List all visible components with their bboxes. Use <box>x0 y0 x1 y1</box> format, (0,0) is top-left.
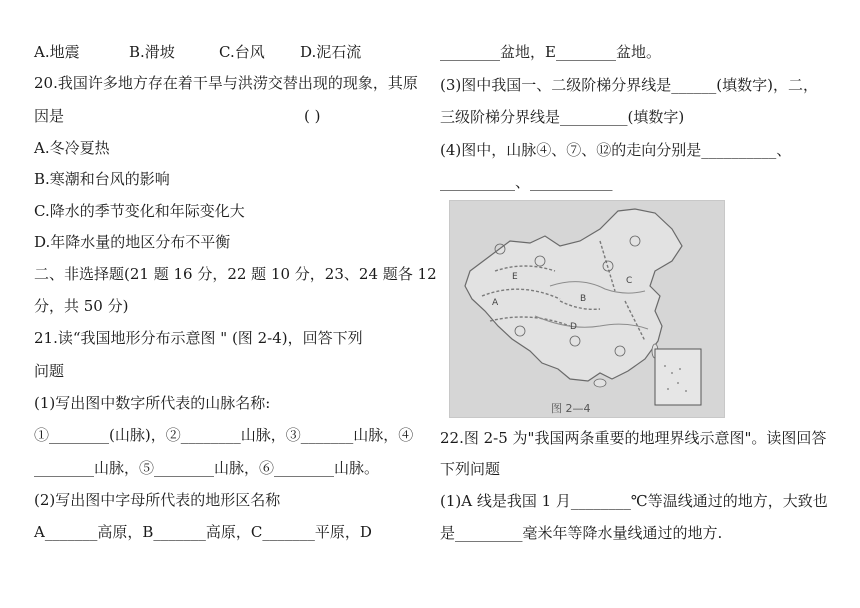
map-label-d: D <box>570 322 577 332</box>
section2-heading-1: 二、非选择题(21 题 16 分，22 题 10 分，23、24 题各 12 <box>34 265 437 283</box>
q21-part2-line1: A_______高原，B_______高原，C_______平原，D <box>34 523 372 541</box>
map-label-b: B <box>580 294 587 304</box>
q20-answer-paren: ( ) <box>304 107 321 125</box>
q19-option-d: D.泥石流 <box>300 43 362 61</box>
q19-option-b: B.滑坡 <box>129 43 175 61</box>
q19-option-a: A.地震 <box>34 43 80 61</box>
q21-part3-line1: (3)图中我国一、二级阶梯分界线是______(填数字)，二， <box>440 76 818 94</box>
china-map-drawing <box>450 201 725 418</box>
china-terrain-map-image <box>449 200 725 418</box>
q20-option-c: C.降水的季节变化和年际变化大 <box>34 202 245 220</box>
q22-stem-1: 22.图 2-5 为"我国两条重要的地理界线示意图"。读图回答 <box>440 429 827 447</box>
q20-stem-2: 因是 <box>34 107 65 125</box>
q21-stem-1: 21.读“我国地形分布示意图 " (图 2-4)，回答下列 <box>34 329 363 347</box>
q20-option-d: D.年降水量的地区分布不平衡 <box>34 233 231 251</box>
q21-part3-line2: 三级阶梯分界线是_________(填数字) <box>440 108 685 126</box>
q22-part1-line1: (1)A 线是我国 1 月________℃等温线通过的地方，大致也 <box>440 492 828 510</box>
map-label-c: C <box>626 276 633 286</box>
q21-part1-line2: ________山脉，⑤________山脉，⑥________山脉。 <box>34 459 380 477</box>
section2-heading-2: 分，共 50 分) <box>34 297 129 315</box>
q20-option-b: B.寒潮和台风的影响 <box>34 170 170 188</box>
map-label-a: A <box>492 298 499 308</box>
q21-part4-line2: __________、___________ <box>440 173 613 191</box>
map-label-e: E <box>512 272 518 282</box>
q21-part2: (2)写出图中字母所代表的地形区名称 <box>34 491 281 509</box>
q20-stem-1: 20.我国许多地方存在着干旱与洪涝交替出现的现象，其原 <box>34 74 418 92</box>
q21-stem-2: 问题 <box>34 362 65 380</box>
q22-stem-2: 下列问题 <box>440 460 501 478</box>
q22-part1-line2: 是_________毫米年等降水量线通过的地方. <box>440 524 723 542</box>
map-caption: 图 2—4 <box>551 402 591 415</box>
q21-part4-line1: (4)图中，山脉④、⑦、⑫的走向分别是__________、 <box>440 141 792 159</box>
q21-part1: (1)写出图中数字所代表的山脉名称: <box>34 394 271 412</box>
q21-part1-line1: ①________(山脉)，②________山脉，③_______山脉，④ <box>34 426 414 444</box>
q21-part2-line2: ________盆地，E________盆地。 <box>440 43 661 61</box>
q20-option-a: A.冬冷夏热 <box>34 139 110 157</box>
q19-option-c: C.台风 <box>219 43 265 61</box>
